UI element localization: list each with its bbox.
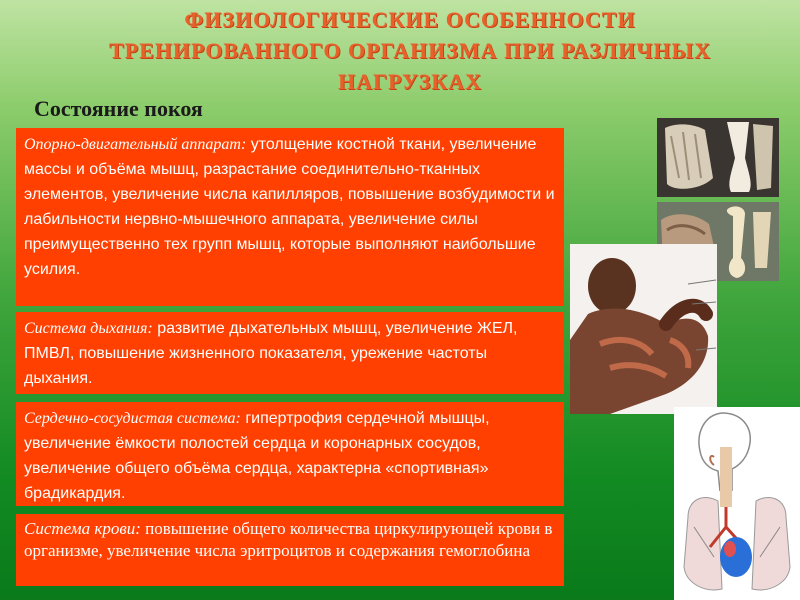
- musculoskeletal-box: [16, 128, 564, 306]
- musculoskeletal-text: утолщение костной ткани, увеличение массы и объёма мышц, разрастание соединительно-тканных элементов, увеличение числа капилляров, повышение возбудимости и лабильности нервно-мышечного аппарата, увеличение силы преимущественно тех групп мышц, которые выполняют наибольшие усилия.: [24, 136, 555, 278]
- cardiovascular-box: [16, 402, 564, 506]
- respiratory-heading: Система дыхания:: [24, 320, 153, 337]
- respiratory-box: [16, 312, 564, 394]
- blood-heading: Система крови:: [24, 519, 141, 538]
- bones-photo-top: [657, 118, 779, 197]
- respiratory-diagram: [674, 407, 800, 600]
- blood-text: повышение общего количества циркулирующей крови в организме, увеличение числа эритроцитов и содержания гемоглобина: [24, 519, 553, 560]
- section-subtitle: Состояние покоя: [34, 96, 203, 121]
- respiratory-text: развитие дыхательных мышц, увеличение ЖЕЛ, ПМВЛ, повышение жизненного показателя, урежение частоты дыхания.: [24, 320, 518, 387]
- blood-system-box: [16, 514, 564, 586]
- bodybuilder-image: [570, 244, 717, 414]
- slide-title: ФИЗИОЛОГИЧЕСКИЕ ОСОБЕННОСТИ ТРЕНИРОВАННОГО ОРГАНИЗМА ПРИ РАЗЛИЧНЫХ НАГРУЗКАХ: [108, 7, 712, 94]
- cardiovascular-heading: Сердечно-сосудистая система:: [24, 410, 241, 427]
- musculoskeletal-heading: Опорно-двигательный аппарат:: [24, 136, 247, 153]
- cardiovascular-text: гипертрофия сердечной мышцы, увеличение ёмкости полостей сердца и коронарных сосудов, увеличение общего объёма сердца, характерна «спортивная» брадикардия.: [24, 410, 490, 502]
